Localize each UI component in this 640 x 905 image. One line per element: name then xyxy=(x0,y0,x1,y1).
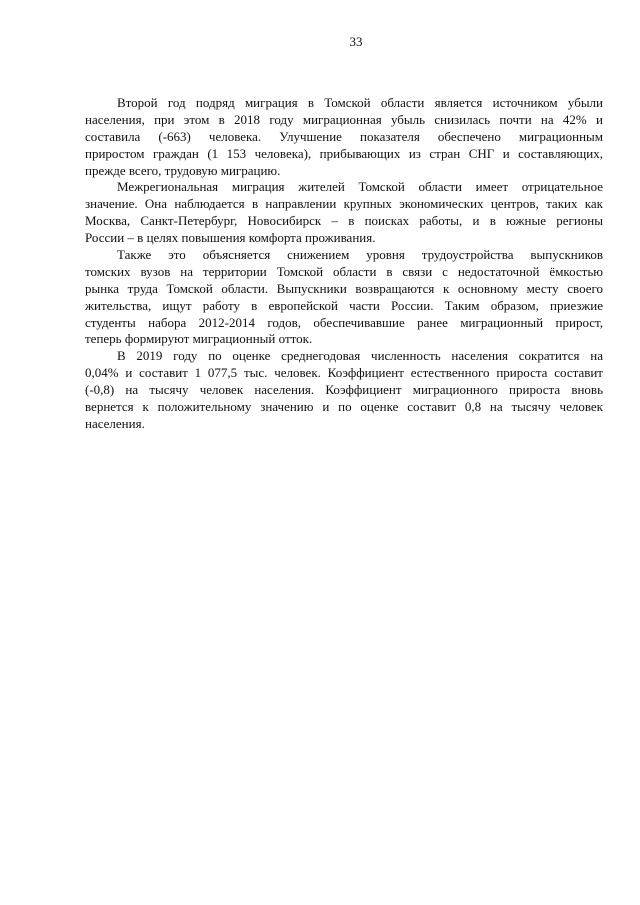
paragraph-line: вернется к положительному значению и по оценке составит 0,8 на тысячу человек xyxy=(85,399,603,415)
paragraph-line: Второй год подряд миграция в Томской области является источником убыли xyxy=(117,95,603,110)
paragraph-line: В 2019 году по оценке среднегодовая численность населения сократится на xyxy=(117,348,603,364)
paragraph-line: Также это объясняется снижением уровня трудоустройства выпускников xyxy=(117,247,603,263)
paragraph-line: жительства, ищут работу в европейской части России. Таким образом, приезжие xyxy=(85,297,603,313)
paragraph-line: России – в целях повышения комфорта проживания. xyxy=(85,230,376,246)
paragraph-line: прежде всего, трудовую миграцию. xyxy=(85,162,281,178)
paragraph-graduates xyxy=(85,247,603,348)
paragraph-line: (-0,8) на тысячу человек населения. Коэффициент миграционного прироста вновь xyxy=(85,382,603,398)
paragraph-line: рынка труда Томской области. Выпускники возвращаются к основному месту своего xyxy=(85,280,603,296)
paragraph-migration-loss xyxy=(85,95,603,179)
paragraph-line: Межрегиональная миграция жителей Томской области имеет отрицательное xyxy=(117,179,603,195)
paragraph-line: теперь формируют миграционный отток. xyxy=(85,331,313,347)
document-body xyxy=(85,95,603,433)
paragraph-line: составила (-663) человека. Улучшение показателя обеспечено миграционным xyxy=(85,128,603,144)
paragraph-line: Москва, Санкт-Петербург, Новосибирск – в поисках работы, и в южные регионы xyxy=(85,213,603,229)
paragraph-line: населения. xyxy=(85,415,145,431)
paragraph-interregional-migration xyxy=(85,179,603,247)
paragraph-line: значение. Она наблюдается в направлении крупных экономических центров, таких как xyxy=(85,196,603,212)
paragraph-line: приростом граждан (1 153 человека), прибывающих из стран СНГ и составляющих, xyxy=(85,145,603,161)
page-number: 33 xyxy=(349,34,363,49)
paragraph-line: 0,04% и составит 1 077,5 тыс. человек. Коэффициент естественного прироста составит xyxy=(85,365,603,381)
paragraph-line: студенты набора 2012-2014 годов, обеспечивавшие ранее миграционный прирост, xyxy=(85,314,603,330)
paragraph-line: томских вузов на территории Томской области в связи с недостаточной ёмкостью xyxy=(85,263,603,279)
paragraph-2019-forecast xyxy=(85,348,603,432)
paragraph-line: населения, при этом в 2018 году миграционная убыль снизилась почти на 42% и xyxy=(85,111,603,127)
